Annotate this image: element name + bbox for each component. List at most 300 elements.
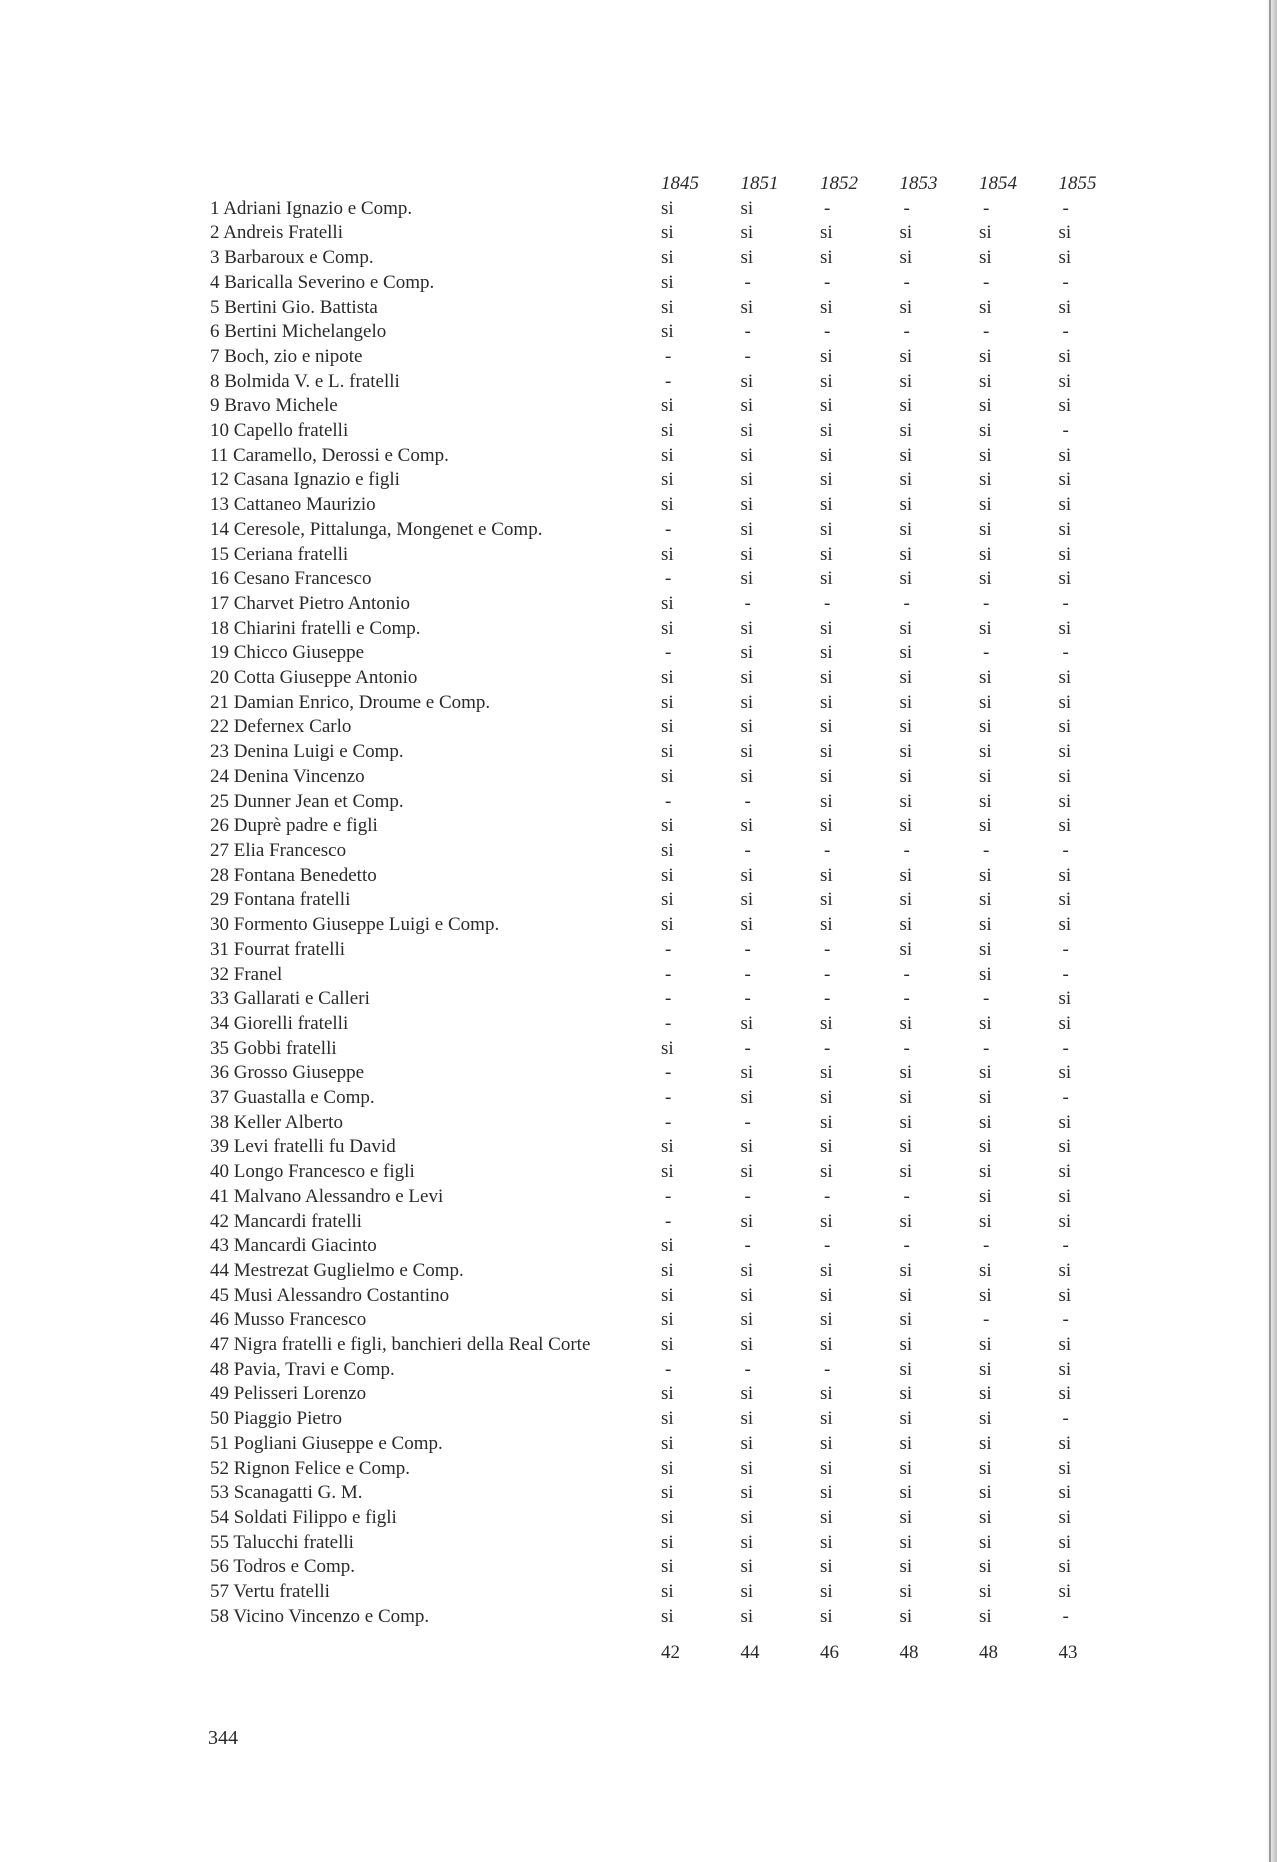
firm-name: 40 Longo Francesco e figli	[210, 1161, 415, 1183]
table-row	[210, 221, 1138, 246]
year-status-cell: si	[820, 617, 833, 639]
table-row	[210, 493, 1138, 518]
firm-name: 41 Malvano Alessandro e Levi	[210, 1185, 444, 1207]
year-status-cell: -	[824, 321, 831, 343]
year-status-cell: si	[1058, 444, 1072, 466]
year-status-cell: -	[983, 197, 990, 219]
year-status-cell: si	[899, 765, 913, 787]
year-status-cell: si	[740, 543, 754, 565]
year-status-cell: si	[979, 222, 992, 244]
year-status-cell: -	[1062, 197, 1069, 219]
year-status-cell: -	[824, 1358, 831, 1380]
year-status-cell: si	[979, 1136, 992, 1158]
firm-name: 46 Musso Francesco	[210, 1309, 367, 1331]
table-row	[210, 1506, 1138, 1531]
year-status-cell: si	[820, 1457, 833, 1479]
year-status-cell: si	[979, 815, 992, 837]
year-status-cell: si	[899, 1506, 913, 1528]
year-status-cell: si	[979, 1334, 992, 1356]
year-status-cell: si	[979, 370, 992, 392]
year-status-cell: si	[1058, 1111, 1072, 1133]
firm-name: 24 Denina Vincenzo	[210, 765, 365, 787]
year-status-cell: si	[899, 889, 913, 911]
year-status-cell: si	[979, 716, 992, 738]
year-status-cell: si	[820, 667, 833, 689]
year-status-cell: si	[899, 1482, 913, 1504]
table-row	[210, 1160, 1138, 1185]
year-status-cell: si	[979, 1383, 992, 1405]
year-status-cell: si	[1058, 518, 1072, 540]
year-status-cell: si	[899, 1531, 913, 1553]
year-status-cell: si	[979, 765, 992, 787]
year-status-cell: -	[983, 592, 990, 614]
firm-name: 14 Ceresole, Pittalunga, Mongenet e Comp.	[210, 518, 543, 540]
year-status-cell: -	[665, 790, 672, 812]
firm-name: 32 Franel	[210, 963, 283, 985]
year-status-cell: si	[820, 247, 833, 269]
year-status-cell: si	[820, 1309, 833, 1331]
year-status-cell: si	[661, 469, 674, 491]
year-status-cell: si	[661, 716, 674, 738]
year-status-cell: si	[820, 1111, 833, 1133]
year-status-cell: si	[661, 1506, 674, 1528]
table-row	[210, 691, 1138, 716]
year-status-cell: si	[661, 1605, 674, 1627]
year-status-cell: si	[820, 1605, 833, 1627]
year-status-cell: si	[661, 1383, 674, 1405]
year-status-cell: si	[740, 1506, 754, 1528]
year-status-cell: si	[661, 1482, 674, 1504]
firm-name: 28 Fontana Benedetto	[210, 864, 377, 886]
table-row	[210, 320, 1138, 345]
year-status-cell: -	[744, 1111, 751, 1133]
year-status-cell: si	[661, 839, 674, 861]
year-status-cell: si	[661, 1161, 674, 1183]
year-status-cell: si	[979, 420, 992, 442]
table-row	[210, 1037, 1138, 1062]
year-status-cell: -	[1062, 642, 1069, 664]
year-status-cell: si	[1058, 1062, 1072, 1084]
year-status-cell: -	[903, 592, 910, 614]
table-row	[210, 567, 1138, 592]
year-status-cell: si	[899, 222, 913, 244]
year-status-cell: si	[899, 568, 913, 590]
year-status-cell: -	[1062, 592, 1069, 614]
year-status-cell: -	[744, 839, 751, 861]
table-row	[210, 468, 1138, 493]
firm-name: 23 Denina Luigi e Comp.	[210, 741, 404, 763]
year-status-cell: si	[820, 494, 833, 516]
year-status-cell: si	[1058, 247, 1072, 269]
year-status-cell: si	[740, 518, 754, 540]
year-status-cell: si	[661, 1432, 674, 1454]
year-status-cell: si	[820, 1259, 833, 1281]
year-status-cell: si	[1058, 1457, 1072, 1479]
year-status-cell: si	[899, 1087, 913, 1109]
year-status-cell: si	[899, 1358, 913, 1380]
year-status-cell: si	[899, 469, 913, 491]
table-row	[210, 1580, 1138, 1605]
year-status-cell: si	[820, 1210, 833, 1232]
year-status-cell: si	[740, 1309, 754, 1331]
year-status-cell: si	[979, 518, 992, 540]
year-status-cell: si	[661, 543, 674, 565]
year-status-cell: si	[1058, 1012, 1072, 1034]
year-status-cell: si	[740, 1259, 754, 1281]
table-row	[210, 197, 1138, 222]
year-status-cell: si	[740, 469, 754, 491]
year-status-cell: -	[665, 370, 672, 392]
year-status-cell: -	[903, 963, 910, 985]
firm-name: 11 Caramello, Derossi e Comp.	[210, 444, 449, 466]
year-status-cell: si	[820, 222, 833, 244]
firm-name: 15 Ceriana fratelli	[210, 543, 349, 565]
year-status-cell: si	[979, 1482, 992, 1504]
year-status-cell: -	[1062, 839, 1069, 861]
year-status-cell: si	[1058, 1259, 1072, 1281]
year-status-cell: si	[740, 667, 754, 689]
year-status-cell: si	[740, 864, 754, 886]
year-status-cell: si	[899, 815, 913, 837]
year-status-cell: -	[665, 1012, 672, 1034]
year-status-cell: -	[983, 321, 990, 343]
year-status-cell: si	[899, 247, 913, 269]
table-row	[210, 296, 1138, 321]
year-status-cell: si	[979, 691, 992, 713]
table-row	[210, 1234, 1138, 1259]
year-header: 1852	[820, 173, 858, 194]
year-status-cell: si	[820, 1161, 833, 1183]
year-status-cell: si	[661, 444, 674, 466]
year-status-cell: si	[661, 1235, 674, 1257]
year-status-cell: si	[820, 370, 833, 392]
year-status-cell: si	[899, 494, 913, 516]
year-status-cell: -	[744, 592, 751, 614]
year-status-cell: si	[661, 1259, 674, 1281]
year-status-cell: si	[1058, 889, 1072, 911]
year-status-cell: si	[899, 1284, 913, 1306]
firm-name: 2 Andreis Fratelli	[210, 222, 343, 244]
year-status-cell: -	[665, 1358, 672, 1380]
year-status-cell: si	[661, 222, 674, 244]
year-status-cell: si	[661, 494, 674, 516]
firm-name: 37 Guastalla e Comp.	[210, 1087, 375, 1109]
year-header: 1851	[740, 173, 779, 194]
year-status-cell: -	[744, 345, 751, 367]
firm-name: 51 Pogliani Giuseppe e Comp.	[210, 1432, 443, 1454]
firm-name: 10 Capello fratelli	[210, 420, 349, 442]
year-status-cell: si	[820, 864, 833, 886]
year-status-cell: si	[740, 568, 754, 590]
name-column-header	[210, 172, 661, 197]
year-status-cell: si	[1058, 345, 1072, 367]
page-edge-line	[1269, 0, 1271, 1862]
year-status-cell: si	[979, 469, 992, 491]
year-status-cell: si	[1058, 1432, 1072, 1454]
year-status-cell: si	[979, 617, 992, 639]
table-row	[210, 1259, 1138, 1284]
year-status-cell: si	[740, 1457, 754, 1479]
table-row	[210, 987, 1138, 1012]
firm-name: 36 Grosso Giuseppe	[210, 1062, 365, 1084]
table-row	[210, 617, 1138, 642]
year-status-cell: -	[665, 1087, 672, 1109]
year-status-cell: si	[820, 1012, 833, 1034]
year-status-cell: si	[899, 617, 913, 639]
year-status-cell: si	[740, 642, 754, 664]
year-status-cell: si	[899, 1408, 913, 1430]
year-status-cell: si	[820, 1087, 833, 1109]
year-status-cell: si	[740, 1012, 754, 1034]
year-status-cell: si	[1058, 716, 1072, 738]
year-header: 1845	[661, 173, 699, 194]
table-row	[210, 963, 1138, 988]
year-status-cell: -	[983, 271, 990, 293]
year-status-cell: si	[820, 420, 833, 442]
table-row	[210, 246, 1138, 271]
year-status-cell: si	[820, 444, 833, 466]
year-status-cell: si	[1058, 864, 1072, 886]
firm-name: 39 Levi fratelli fu David	[210, 1136, 396, 1158]
year-status-cell: si	[740, 691, 754, 713]
year-status-cell: si	[740, 889, 754, 911]
year-status-cell: -	[1062, 1309, 1069, 1331]
year-status-cell: -	[1062, 271, 1069, 293]
year-status-cell: si	[661, 1309, 674, 1331]
year-status-cell: si	[820, 716, 833, 738]
table-row	[210, 1111, 1138, 1136]
year-status-cell: -	[824, 1185, 831, 1207]
firm-name: 31 Fourrat fratelli	[210, 938, 346, 960]
year-status-cell: -	[665, 963, 672, 985]
firm-name: 57 Vertu fratelli	[210, 1581, 330, 1603]
year-status-cell: si	[740, 716, 754, 738]
year-status-cell: si	[820, 691, 833, 713]
year-status-cell: si	[661, 889, 674, 911]
table-row	[210, 1407, 1138, 1432]
year-status-cell: -	[744, 1185, 751, 1207]
year-status-cell: si	[740, 1210, 754, 1232]
year-status-cell: si	[979, 1062, 992, 1084]
year-status-cell: si	[979, 1210, 992, 1232]
table-row	[210, 394, 1138, 419]
year-status-cell: si	[820, 1062, 833, 1084]
year-status-cell: si	[979, 1605, 992, 1627]
table-row	[210, 790, 1138, 815]
firm-name: 58 Vicino Vincenzo e Comp.	[210, 1605, 430, 1627]
firm-name: 20 Cotta Giuseppe Antonio	[210, 667, 418, 689]
year-status-cell: si	[1058, 469, 1072, 491]
table-row	[210, 715, 1138, 740]
year-status-cell: si	[899, 395, 913, 417]
firm-name: 26 Duprè padre e figli	[210, 815, 378, 837]
year-status-cell: si	[979, 889, 992, 911]
year-status-cell: -	[665, 1062, 672, 1084]
year-status-cell: -	[1062, 1605, 1069, 1627]
year-status-cell: si	[979, 1161, 992, 1183]
year-status-cell: -	[665, 1111, 672, 1133]
table-row	[210, 345, 1138, 370]
year-status-cell: si	[820, 1432, 833, 1454]
year-status-cell: si	[899, 938, 913, 960]
year-status-cell: si	[979, 1581, 992, 1603]
year-status-cell: -	[824, 963, 831, 985]
year-status-cell: si	[820, 1482, 833, 1504]
firm-name: 5 Bertini Gio. Battista	[210, 296, 378, 318]
year-status-cell: si	[1058, 1581, 1072, 1603]
year-status-cell: si	[740, 1062, 754, 1084]
year-status-cell: si	[661, 420, 674, 442]
year-status-cell: si	[740, 1383, 754, 1405]
table-row	[210, 1481, 1138, 1506]
year-status-cell: -	[1062, 321, 1069, 343]
table-row	[210, 370, 1138, 395]
firm-name: 4 Baricalla Severino e Comp.	[210, 271, 435, 293]
firm-name: 42 Mancardi fratelli	[210, 1210, 362, 1232]
table-row	[210, 740, 1138, 765]
table-row	[210, 1531, 1138, 1556]
year-status-cell: si	[820, 469, 833, 491]
year-status-cell: si	[899, 1210, 913, 1232]
table-row	[210, 543, 1138, 568]
year-status-cell: -	[744, 1358, 751, 1380]
year-status-cell: si	[1058, 617, 1072, 639]
firm-name: 52 Rignon Felice e Comp.	[210, 1457, 411, 1479]
firm-name: 6 Bertini Michelangelo	[210, 321, 387, 343]
year-status-cell: si	[979, 1259, 992, 1281]
year-status-cell: -	[903, 271, 910, 293]
table-row	[210, 1012, 1138, 1037]
year-status-cell: si	[740, 1605, 754, 1627]
year-status-cell: si	[979, 864, 992, 886]
year-status-cell: si	[740, 420, 754, 442]
year-status-cell: si	[899, 543, 913, 565]
total-value: 44	[740, 1642, 760, 1664]
year-status-cell: si	[740, 247, 754, 269]
year-status-cell: si	[899, 914, 913, 936]
year-status-cell: si	[979, 296, 992, 318]
year-status-cell: si	[740, 741, 754, 763]
firm-name: 27 Elia Francesco	[210, 839, 347, 861]
year-status-cell: -	[744, 1235, 751, 1257]
year-status-cell: si	[1058, 1210, 1072, 1232]
total-value: 48	[979, 1642, 998, 1664]
firm-name: 19 Chicco Giuseppe	[210, 642, 365, 664]
year-status-cell: si	[1058, 395, 1072, 417]
table-row	[210, 1333, 1138, 1358]
table-row	[210, 864, 1138, 889]
year-status-cell: si	[661, 592, 674, 614]
table-row	[210, 419, 1138, 444]
firm-name: 7 Boch, zio e nipote	[210, 345, 363, 367]
year-status-cell: si	[1058, 765, 1072, 787]
firm-name: 29 Fontana fratelli	[210, 889, 351, 911]
year-header: 1853	[899, 173, 938, 194]
firm-name: 45 Musi Alessandro Costantino	[210, 1284, 450, 1306]
table-row	[210, 839, 1138, 864]
firm-name: 44 Mestrezat Guglielmo e Comp.	[210, 1259, 464, 1281]
year-status-cell: -	[665, 568, 672, 590]
table-row	[210, 1061, 1138, 1086]
table-row	[210, 938, 1138, 963]
year-status-cell: si	[740, 617, 754, 639]
year-status-cell: si	[740, 914, 754, 936]
firm-name: 43 Mancardi Giacinto	[210, 1235, 377, 1257]
table-row	[210, 1457, 1138, 1482]
year-status-cell: si	[1058, 741, 1072, 763]
year-status-cell: si	[740, 395, 754, 417]
year-status-cell: si	[979, 1506, 992, 1528]
year-status-cell: -	[744, 963, 751, 985]
total-value: 48	[899, 1642, 919, 1664]
year-status-cell: si	[661, 914, 674, 936]
year-status-cell: si	[1058, 790, 1072, 812]
year-status-cell: -	[824, 271, 831, 293]
year-status-cell: si	[899, 1111, 913, 1133]
year-status-cell: -	[983, 988, 990, 1010]
table-row	[210, 444, 1138, 469]
year-status-cell: si	[979, 444, 992, 466]
year-status-cell: si	[979, 1556, 992, 1578]
year-status-cell: si	[820, 518, 833, 540]
year-status-cell: si	[661, 1284, 674, 1306]
year-status-cell: si	[820, 790, 833, 812]
firm-name: 13 Cattaneo Maurizio	[210, 494, 376, 516]
registry-rows	[210, 197, 1138, 1630]
year-status-cell: -	[903, 1037, 910, 1059]
year-status-cell: si	[899, 1259, 913, 1281]
year-status-cell: -	[744, 790, 751, 812]
year-status-cell: si	[899, 1581, 913, 1603]
year-status-cell: si	[899, 642, 913, 664]
firm-name: 55 Talucchi fratelli	[210, 1531, 354, 1553]
year-status-cell: si	[740, 765, 754, 787]
year-status-cell: -	[665, 345, 672, 367]
year-header: 1855	[1058, 173, 1097, 194]
year-status-cell: si	[820, 1581, 833, 1603]
table-row	[210, 518, 1138, 543]
year-status-cell: -	[983, 1037, 990, 1059]
firm-name: 1 Adriani Ignazio e Comp.	[210, 197, 413, 219]
year-status-cell: -	[1062, 963, 1069, 985]
firm-name: 12 Casana Ignazio e figli	[210, 469, 400, 491]
table-row	[210, 1382, 1138, 1407]
year-status-cell: -	[983, 839, 990, 861]
year-status-cell: si	[899, 1334, 913, 1356]
year-status-cell: si	[661, 296, 674, 318]
year-status-cell: si	[820, 543, 833, 565]
year-status-cell: -	[983, 642, 990, 664]
table-row	[210, 1358, 1138, 1383]
year-status-cell: si	[1058, 296, 1072, 318]
firm-name: 35 Gobbi fratelli	[210, 1037, 337, 1059]
year-status-cell: si	[740, 1408, 754, 1430]
year-status-cell: si	[1058, 1136, 1072, 1158]
year-status-cell: si	[979, 790, 992, 812]
year-status-cell: si	[1058, 691, 1072, 713]
total-value: 42	[661, 1642, 680, 1664]
year-status-cell: si	[1058, 1334, 1072, 1356]
year-status-cell: -	[824, 839, 831, 861]
year-status-cell: si	[899, 667, 913, 689]
year-status-cell: si	[740, 444, 754, 466]
table-row	[210, 1210, 1138, 1235]
year-status-cell: si	[899, 741, 913, 763]
table-row	[210, 888, 1138, 913]
year-status-cell: -	[1062, 1235, 1069, 1257]
year-status-cell: si	[979, 938, 992, 960]
table-row	[210, 913, 1138, 938]
